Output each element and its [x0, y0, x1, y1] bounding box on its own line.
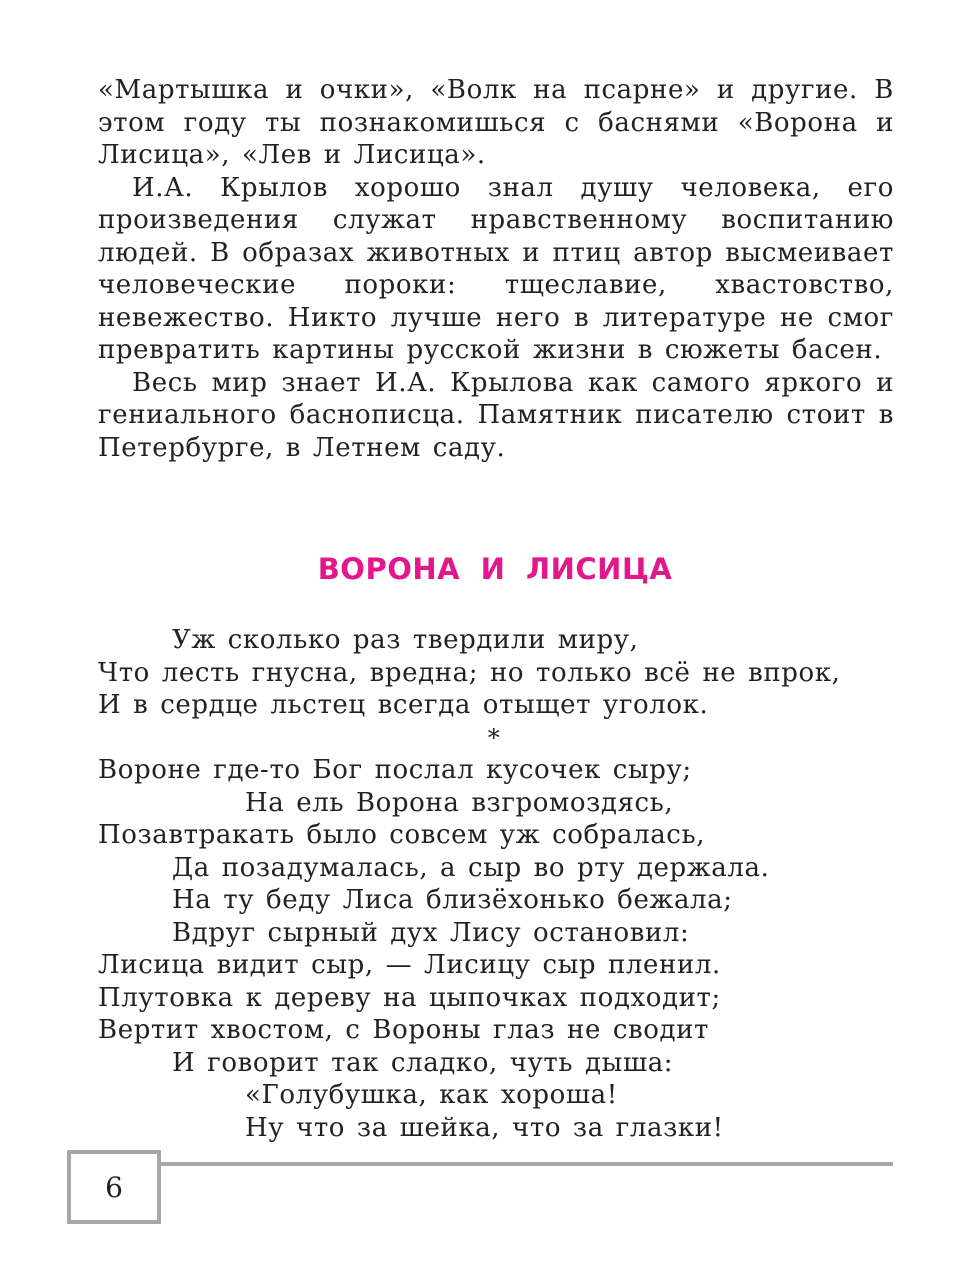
- poem-line: Да позадумалась, а сыр во рту держала.: [172, 852, 770, 883]
- poem-title: ВОРОНА И ЛИСИЦА: [317, 552, 673, 586]
- poem-line: И в сердце льстец всегда отыщет уголок.: [98, 690, 709, 720]
- paragraph-2: И.А. Крылов хорошо знал душу человека, его произведения служат нравственному воспитанию людей. В образах животных и птиц автор высмеивает человеческие пороки: тщеславие, хвастовство, невежество. Никто лучше него в литературе не смог превратить картины русской жизни в сюжеты басен.: [98, 172, 894, 365]
- paragraph-3: Весь мир знает И.А. Крылова как самого яркого и гениального баснописца. Памятник писателю стоит в Петербурге, в Летнем саду.: [98, 367, 894, 463]
- poem-line: Ну что за шейка, что за глазки!: [245, 1112, 724, 1143]
- poem-line: Позавтракать было совсем уж собралась,: [98, 820, 706, 850]
- poem-line: И говорит так сладко, чуть дыша:: [172, 1047, 674, 1078]
- footer-rule: [157, 1162, 893, 1166]
- poem-line: На ту беду Лиса близёхонько бежала;: [172, 885, 733, 915]
- poem-line: На ель Ворона взгромоздясь,: [245, 787, 674, 818]
- poem-text: [98, 624, 898, 1144]
- poem-line: Уж сколько раз твердили миру,: [172, 625, 639, 655]
- page-number-box: [67, 1150, 161, 1224]
- poem-line: Вдруг сырный дух Лису остановил:: [172, 917, 690, 948]
- paragraph-1: «Мартышка и очки», «Волк на псарне» и другие. В этом году ты познакомишься с баснями «Ворона и Лисица», «Лев и Лисица».: [98, 75, 894, 170]
- poem-line: Плутовка к дереву на цыпочках подходит;: [98, 982, 721, 1013]
- page-number: 6: [105, 1170, 123, 1204]
- poem-line: Вороне где-то Бог послал кусочек сыру;: [98, 755, 692, 785]
- intro-text: [98, 74, 894, 464]
- poem-line: Вертит хвостом, с Вороны глаз не сводит: [98, 1015, 710, 1045]
- poem-line: Что лесть гнусна, вредна; но только всё не впрок,: [98, 657, 841, 688]
- stanza-separator: *: [487, 723, 501, 752]
- poem-line: Лисица видит сыр, — Лисицу сыр пленил.: [98, 950, 721, 980]
- poem-line: «Голубушка, как хороша!: [245, 1080, 618, 1110]
